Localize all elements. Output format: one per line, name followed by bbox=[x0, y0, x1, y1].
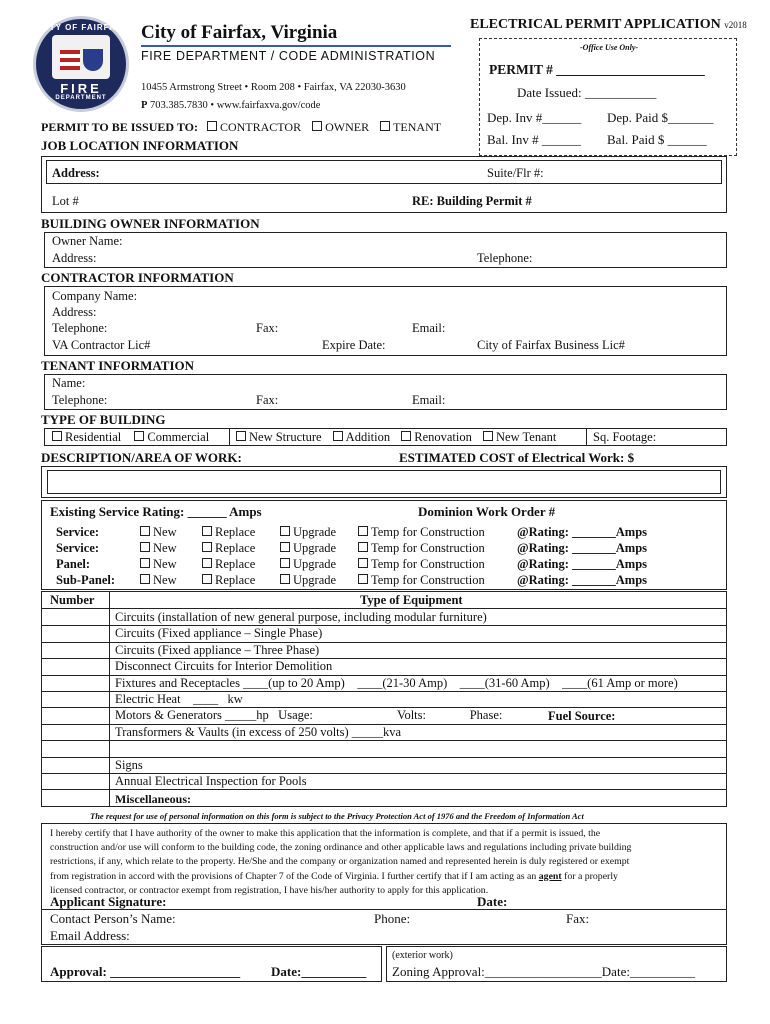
new-label: New bbox=[153, 573, 177, 587]
service-row-4-temp[interactable] bbox=[358, 573, 485, 588]
date-issued: Date Issued: ___________ bbox=[517, 85, 657, 100]
temp-label: Temp for Construction bbox=[371, 573, 485, 587]
expire-label: Expire Date: bbox=[322, 338, 386, 352]
equipment-row-label: Signs bbox=[115, 757, 143, 772]
service-row-2-rating: @Rating: _______Amps bbox=[517, 541, 648, 555]
contractor-heading: CONTRACTOR INFORMATION bbox=[41, 270, 234, 285]
applicant-date-label: Date: bbox=[477, 894, 508, 909]
tenant-email-label: Email: bbox=[412, 393, 446, 407]
service-row-4-new[interactable] bbox=[140, 573, 177, 588]
service-row-4-rating: @Rating: _______Amps bbox=[517, 573, 648, 587]
misc-label: Miscellaneous: bbox=[115, 792, 191, 806]
checkbox-icon[interactable] bbox=[202, 542, 212, 552]
tenant-box bbox=[44, 374, 727, 410]
equipment-row-rule bbox=[41, 757, 727, 758]
description-field[interactable] bbox=[47, 470, 721, 494]
contact-fax-label: Fax: bbox=[566, 911, 590, 926]
building-type-heading: TYPE OF BUILDING bbox=[41, 412, 166, 427]
option-residential-label: Residential bbox=[65, 430, 122, 444]
existing-service-rating: Existing Service Rating: ______ Amps bbox=[50, 504, 262, 519]
service-row-1-new[interactable] bbox=[140, 525, 177, 540]
service-row-2-upgrade[interactable] bbox=[280, 541, 336, 556]
bal-paid: Bal. Paid $ ______ bbox=[607, 132, 707, 147]
cert-line-5: licensed contractor, or contractor exempt from registration, I have his/her authority to apply for this application. bbox=[50, 884, 489, 896]
contractor-telephone-label: Telephone: bbox=[52, 321, 108, 335]
checkbox-icon[interactable] bbox=[358, 542, 368, 552]
checkbox-icon[interactable] bbox=[140, 558, 150, 568]
checkbox-icon[interactable] bbox=[202, 574, 212, 584]
replace-label: Replace bbox=[215, 557, 256, 571]
cert-line-2: construction and/or use will conform to the building code, the zoning ordinance and other applicable laws and regulations including private building bbox=[50, 842, 632, 854]
equipment-row-label: Circuits (Fixed appliance – Single Phase) bbox=[115, 626, 323, 641]
job-address-field[interactable] bbox=[46, 160, 722, 184]
new-label: New bbox=[153, 525, 177, 539]
checkbox-icon[interactable] bbox=[140, 526, 150, 536]
temp-label: Temp for Construction bbox=[371, 525, 485, 539]
service-row-3-upgrade[interactable] bbox=[280, 557, 336, 572]
service-row-3-rating: @Rating: _______Amps bbox=[517, 557, 648, 571]
option-owner-label: OWNER bbox=[325, 120, 370, 134]
owner-name-label: Owner Name: bbox=[52, 234, 123, 248]
form-title bbox=[470, 17, 747, 33]
upgrade-label: Upgrade bbox=[293, 557, 337, 571]
checkbox-icon[interactable] bbox=[358, 574, 368, 584]
checkbox-icon[interactable] bbox=[280, 574, 290, 584]
option-renovation-label: Renovation bbox=[414, 430, 472, 444]
equipment-number-header: Number bbox=[50, 593, 95, 607]
upgrade-label: Upgrade bbox=[293, 573, 337, 587]
tenant-telephone-label: Telephone: bbox=[52, 393, 108, 407]
owner-address-label: Address: bbox=[52, 251, 97, 265]
re-permit-label: RE: Building Permit # bbox=[412, 194, 532, 208]
new-label: New bbox=[153, 541, 177, 555]
company-label: Company Name: bbox=[52, 289, 138, 303]
equipment-row-rule bbox=[41, 789, 727, 790]
checkbox-icon[interactable] bbox=[134, 431, 144, 441]
option-renovation[interactable] bbox=[401, 430, 472, 444]
checkbox-icon[interactable] bbox=[358, 558, 368, 568]
permit-to-label: PERMIT TO BE ISSUED TO: bbox=[41, 120, 198, 134]
header-rule bbox=[141, 45, 451, 47]
tenant-fax-label: Fax: bbox=[256, 393, 279, 407]
checkbox-icon[interactable] bbox=[202, 526, 212, 536]
service-row-2-replace[interactable] bbox=[202, 541, 255, 556]
equipment-row-rule bbox=[41, 740, 727, 741]
approval-date-label: Date:__________ bbox=[271, 964, 367, 979]
dep-paid: Dep. Paid $_______ bbox=[607, 110, 714, 125]
contractor-address-label: Address: bbox=[52, 305, 97, 319]
option-contractor[interactable] bbox=[207, 120, 301, 134]
zoning-approval-label: Zoning Approval:__________________Date:__________ bbox=[392, 964, 695, 979]
owner-heading: BUILDING OWNER INFORMATION bbox=[41, 216, 260, 231]
cert-agent-word: agent bbox=[538, 870, 562, 882]
cert-line-4-tail: for a properly bbox=[564, 870, 618, 882]
checkbox-icon[interactable] bbox=[207, 121, 217, 131]
applicant-signature-label: Applicant Signature: bbox=[50, 894, 167, 909]
equipment-column-divider bbox=[109, 591, 110, 807]
service-row-4-replace[interactable] bbox=[202, 573, 255, 588]
suite-label: Suite/Flr #: bbox=[487, 166, 544, 180]
sqft-divider bbox=[586, 428, 587, 446]
option-new-tenant-label: New Tenant bbox=[496, 430, 557, 444]
temp-label: Temp for Construction bbox=[371, 541, 485, 555]
phone-label: P bbox=[141, 100, 148, 111]
option-commercial-label: Commercial bbox=[147, 430, 210, 444]
flag-icon bbox=[60, 50, 80, 70]
replace-label: Replace bbox=[215, 573, 256, 587]
option-addition[interactable] bbox=[333, 430, 390, 444]
upgrade-label: Upgrade bbox=[293, 541, 337, 555]
cert-line-4 bbox=[50, 870, 631, 884]
estimated-cost-label: ESTIMATED COST of Electrical Work: $ bbox=[399, 450, 635, 465]
service-row-2-new[interactable] bbox=[140, 541, 177, 556]
equipment-row-label: Disconnect Circuits for Interior Demolition bbox=[115, 659, 333, 674]
equipment-row-label: Electric Heat ____ kw bbox=[115, 692, 243, 706]
tenant-name-label: Name: bbox=[52, 376, 86, 390]
seal-fire-text: FIRE bbox=[60, 81, 102, 96]
checkbox-icon[interactable] bbox=[280, 526, 290, 536]
seal-dept-text: DEPARTMENT bbox=[55, 95, 107, 101]
temp-label: Temp for Construction bbox=[371, 557, 485, 571]
option-addition-label: Addition bbox=[345, 430, 391, 444]
service-row-1-upgrade[interactable] bbox=[280, 525, 336, 540]
service-row-4-label: Sub-Panel: bbox=[56, 573, 116, 587]
city-lic-label: City of Fairfax Business Lic# bbox=[477, 338, 625, 352]
owner-telephone-label: Telephone: bbox=[477, 251, 533, 265]
office-phone bbox=[141, 100, 320, 111]
owner-box bbox=[44, 232, 727, 268]
service-row-4-upgrade[interactable] bbox=[280, 573, 336, 588]
job-location-heading: JOB LOCATION INFORMATION bbox=[41, 138, 239, 153]
permit-to-row bbox=[41, 120, 441, 135]
replace-label: Replace bbox=[215, 525, 256, 539]
description-label: DESCRIPTION/AREA OF WORK: bbox=[41, 450, 242, 465]
fire-department-seal bbox=[33, 16, 129, 112]
equipment-row-label: Circuits (Fixed appliance – Three Phase) bbox=[115, 642, 320, 657]
fuel-source-label: Fuel Source: bbox=[548, 709, 616, 723]
option-contractor-label: CONTRACTOR bbox=[219, 120, 302, 134]
exterior-work-note: (exterior work) bbox=[392, 950, 453, 961]
option-owner[interactable] bbox=[312, 120, 369, 134]
service-row-1-replace[interactable] bbox=[202, 525, 255, 540]
equipment-type-header: Type of Equipment bbox=[360, 593, 463, 607]
checkbox-icon[interactable] bbox=[380, 121, 390, 131]
seal-city-text: CITY OF FAIRFAX bbox=[39, 23, 123, 32]
checkbox-icon[interactable] bbox=[280, 558, 290, 568]
replace-label: Replace bbox=[215, 541, 256, 555]
building-type-divider bbox=[229, 428, 230, 446]
checkbox-icon[interactable] bbox=[280, 542, 290, 552]
equipment-header-rule bbox=[41, 608, 727, 609]
sq-footage-label: Sq. Footage: bbox=[593, 430, 657, 444]
dominion-work-order: Dominion Work Order # bbox=[418, 504, 556, 519]
job-address-label: Address: bbox=[52, 166, 100, 180]
option-new-tenant[interactable] bbox=[483, 430, 556, 444]
tenant-heading: TENANT INFORMATION bbox=[41, 358, 195, 373]
option-new-structure[interactable] bbox=[236, 430, 322, 444]
service-row-1-temp[interactable] bbox=[358, 525, 485, 540]
city-title: City of Fairfax, Virginia bbox=[141, 22, 338, 43]
equipment-row-label: Fixtures and Receptacles ____(up to 20 Amp) ____(21-30 Amp) ____(31-60 Amp) ____(61 Amp or more) bbox=[115, 675, 678, 690]
shield-icon bbox=[83, 49, 103, 71]
new-label: New bbox=[153, 557, 177, 571]
contractor-fax-label: Fax: bbox=[256, 321, 279, 335]
checkbox-icon[interactable] bbox=[358, 526, 368, 536]
checkbox-icon[interactable] bbox=[140, 542, 150, 552]
cert-line-1: I hereby certify that I have authority of the owner to make this application that the information is complete, and that if a permit is issued, the bbox=[50, 828, 601, 839]
phone-line: 703.385.7830 • www.fairfaxva.gov/code bbox=[150, 100, 321, 111]
approval-label: Approval: ____________________ bbox=[50, 964, 241, 979]
option-tenant-label: TENANT bbox=[393, 120, 442, 134]
equipment-row-label: Annual Electrical Inspection for Pools bbox=[115, 774, 307, 788]
checkbox-icon[interactable] bbox=[333, 431, 343, 441]
option-tenant[interactable] bbox=[380, 120, 441, 134]
option-residential[interactable] bbox=[52, 430, 121, 444]
equipment-row-label: Motors & Generators _____hp Usage: Volts: Phase: bbox=[115, 708, 503, 723]
equipment-row-label: Circuits (installation of new general purpose, including modular furniture) bbox=[115, 610, 487, 624]
bal-inv: Bal. Inv # ______ bbox=[487, 132, 581, 147]
equipment-row-label: Transformers & Vaults (in excess of 250 volts) _____kva bbox=[115, 724, 402, 739]
service-row-2-label: Service: bbox=[56, 541, 100, 555]
checkbox-icon[interactable] bbox=[312, 121, 322, 131]
option-new-structure-label: New Structure bbox=[249, 430, 322, 444]
signature-rule bbox=[41, 909, 727, 910]
contact-phone-label: Phone: bbox=[374, 911, 411, 926]
service-row-3-new[interactable] bbox=[140, 557, 177, 572]
service-row-3-label: Panel: bbox=[56, 557, 91, 571]
checkbox-icon[interactable] bbox=[52, 431, 62, 441]
privacy-notice: The request for use of personal information on this form is subject to the Privacy Protection Act of 1976 and the Freedom of Information Act bbox=[90, 811, 584, 821]
seal-emblem bbox=[52, 35, 110, 79]
upgrade-label: Upgrade bbox=[293, 525, 337, 539]
lot-label: Lot # bbox=[52, 194, 79, 208]
office-address: 10455 Armstrong Street • Room 208 • Fairfax, VA 22030-3630 bbox=[141, 82, 406, 93]
building-type-options bbox=[52, 430, 209, 445]
checkbox-icon[interactable] bbox=[401, 431, 411, 441]
checkbox-icon[interactable] bbox=[236, 431, 246, 441]
service-row-3-replace[interactable] bbox=[202, 557, 255, 572]
checkbox-icon[interactable] bbox=[483, 431, 493, 441]
permit-number: PERMIT # ______________________ bbox=[489, 62, 705, 77]
contact-name-label: Contact Person’s Name: bbox=[50, 911, 176, 926]
service-row-2-temp[interactable] bbox=[358, 541, 485, 556]
checkbox-icon[interactable] bbox=[202, 558, 212, 568]
service-row-1-rating: @Rating: _______Amps bbox=[517, 525, 648, 539]
dep-inv: Dep. Inv #______ bbox=[487, 110, 582, 125]
office-use-label: -Office Use Only- bbox=[580, 43, 639, 52]
email-address-label: Email Address: bbox=[50, 928, 130, 943]
va-lic-label: VA Contractor Lic# bbox=[52, 338, 151, 352]
certification-text bbox=[50, 827, 631, 898]
service-row-3-temp[interactable] bbox=[358, 557, 485, 572]
cert-line-3: restrictions, if any, which relate to the property. He/She and the company or organization named and represented herein is duly registered or exempt bbox=[50, 856, 630, 868]
cert-line-4-text: from registration in accord with the provisions of Chapter 7 of the Code of Virginia. I further certify that if I am acting as an bbox=[50, 870, 537, 882]
contractor-email-label: Email: bbox=[412, 321, 446, 335]
checkbox-icon[interactable] bbox=[140, 574, 150, 584]
form-title-text: ELECTRICAL PERMIT APPLICATION bbox=[470, 17, 721, 32]
option-commercial[interactable] bbox=[134, 430, 209, 444]
form-version: v2018 bbox=[724, 20, 747, 30]
work-type-options bbox=[236, 430, 556, 445]
service-row-1-label: Service: bbox=[56, 525, 100, 539]
department-name: FIRE DEPARTMENT / CODE ADMINISTRATION bbox=[141, 49, 436, 63]
